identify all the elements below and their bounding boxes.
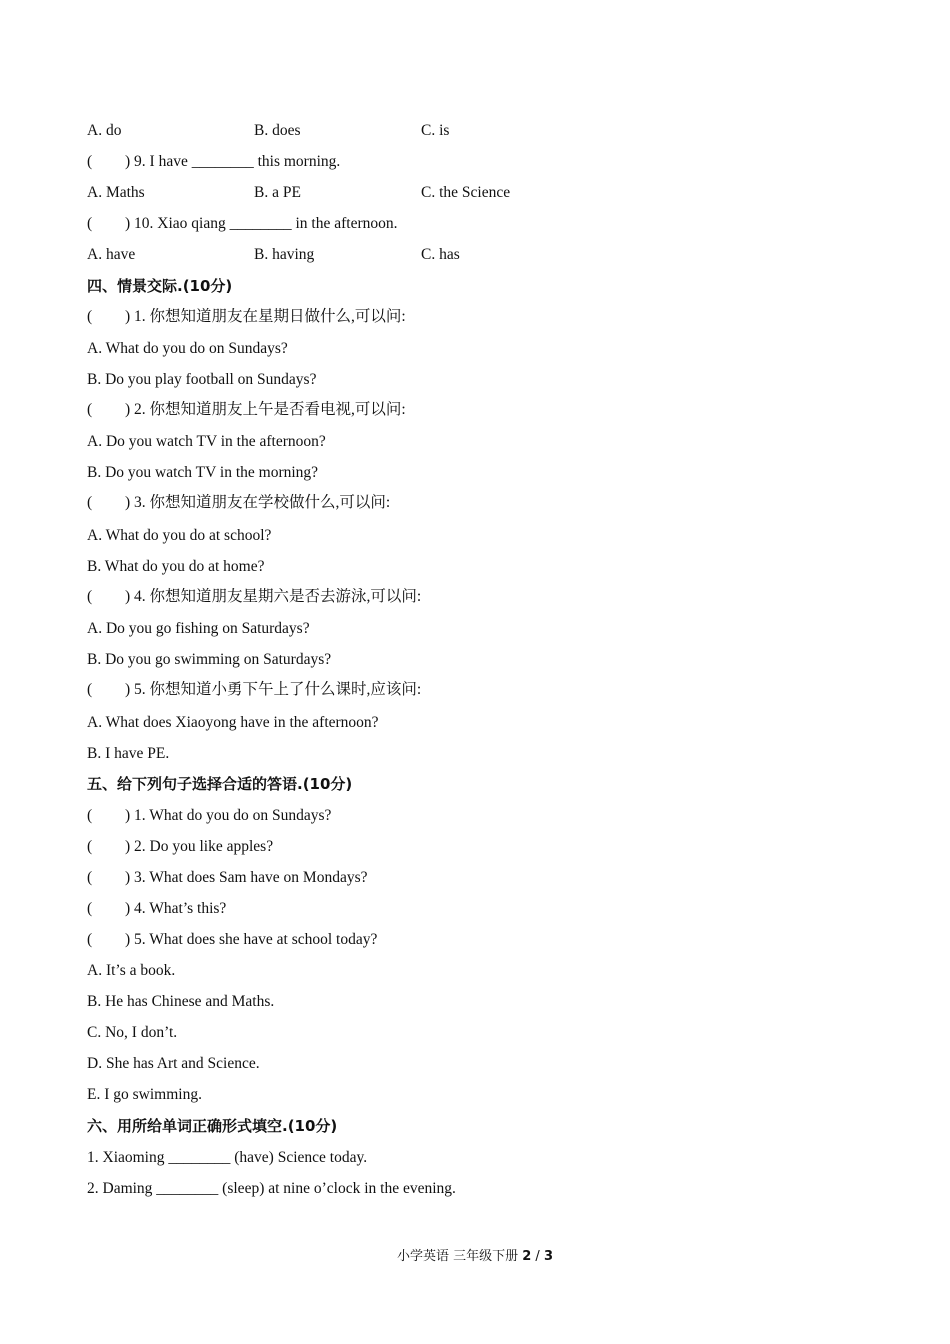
s5-question-3 [87,867,368,889]
answer-bracket: ( [87,681,93,698]
question-text: ) 10. Xiao qiang ________ in the afternoon. [125,215,398,232]
s4-option-b: B. Do you go swimming on Saturdays? [87,651,332,668]
option-a: A. do [87,122,122,139]
s4-question-1 [87,306,406,328]
question-text: ) 1. 你想知道朋友在星期日做什么,可以问: [125,308,406,325]
answer-bracket: ( [87,931,93,948]
answer-bracket: ( [87,869,93,886]
s6-item-1: 1. Xiaoming ________ (have) Science today. [87,1149,368,1166]
answer-bracket: ( [87,588,93,605]
s5-question-4 [87,898,226,920]
q8-options [87,120,607,142]
answer-bracket: ( [87,308,93,325]
question-text: ) 5. 你想知道小勇下午上了什么课时,应该问: [125,681,422,698]
s4-option-b: B. I have PE. [87,745,170,762]
question-text: ) 2. 你想知道朋友上午是否看电视,可以问: [125,401,406,418]
s4-option-a: A. Do you watch TV in the afternoon? [87,433,326,450]
s4-option-a: A. What do you do on Sundays? [87,340,288,357]
section-5-title: 五、给下列句子选择合适的答语.(10分) [87,775,353,793]
answer-bracket: ( [87,153,93,170]
section-6-title: 六、用所给单词正确形式填空.(10分) [87,1117,338,1135]
question-text: ) 1. What do you do on Sundays? [125,807,332,824]
option-a: A. have [87,246,136,263]
s5-answer-e: E. I go swimming. [87,1086,202,1103]
s5-question-2 [87,836,273,858]
option-c: C. is [421,122,450,139]
s4-option-a: A. Do you go fishing on Saturdays? [87,620,310,637]
answer-bracket: ( [87,401,93,418]
answer-bracket: ( [87,494,93,511]
q9-options [87,182,607,204]
question-10 [87,213,397,235]
s5-answer-b: B. He has Chinese and Maths. [87,993,275,1010]
option-c: C. the Science [421,184,511,201]
footer-page-number: 2 [522,1249,532,1264]
question-text: ) 2. Do you like apples? [125,838,274,855]
question-text: ) 4. What’s this? [125,900,227,917]
s4-option-b: B. What do you do at home? [87,558,265,575]
q10-options [87,244,607,266]
footer-label: 小学英语 三年级下册 [396,1249,523,1264]
option-b: B. having [254,246,315,263]
s4-option-b: B. Do you watch TV in the morning? [87,464,319,481]
question-text: ) 3. What does Sam have on Mondays? [125,869,368,886]
s4-question-4 [87,586,421,608]
s4-question-5 [87,679,421,701]
page-footer [0,1245,950,1264]
s4-question-2 [87,399,406,421]
s5-question-1 [87,805,331,827]
question-text: ) 5. What does she have at school today? [125,931,378,948]
s6-item-2: 2. Daming ________ (sleep) at nine o’clock in the evening. [87,1180,456,1197]
answer-bracket: ( [87,900,93,917]
s5-question-5 [87,929,377,951]
option-b: B. a PE [254,184,301,201]
option-b: B. does [254,122,301,139]
question-text: ) 9. I have ________ this morning. [125,153,341,170]
question-9 [87,151,340,173]
s4-option-a: A. What do you do at school? [87,527,272,544]
s4-option-b: B. Do you play football on Sundays? [87,371,317,388]
question-text: ) 3. 你想知道朋友在学校做什么,可以问: [125,494,391,511]
option-c: C. has [421,246,460,263]
s5-answer-d: D. She has Art and Science. [87,1055,260,1072]
question-text: ) 4. 你想知道朋友星期六是否去游泳,可以问: [125,588,422,605]
s5-answer-a: A. It’s a book. [87,962,176,979]
s5-answer-c: C. No, I don’t. [87,1024,178,1041]
answer-bracket: ( [87,838,93,855]
answer-bracket: ( [87,807,93,824]
s4-question-3 [87,492,390,514]
section-4-title: 四、情景交际.(10分) [87,277,233,295]
answer-bracket: ( [87,215,93,232]
s4-option-a: A. What does Xiaoyong have in the afternoon? [87,714,379,731]
footer-separator: / [531,1249,544,1264]
option-a: A. Maths [87,184,145,201]
footer-page-total: 3 [543,1249,553,1264]
